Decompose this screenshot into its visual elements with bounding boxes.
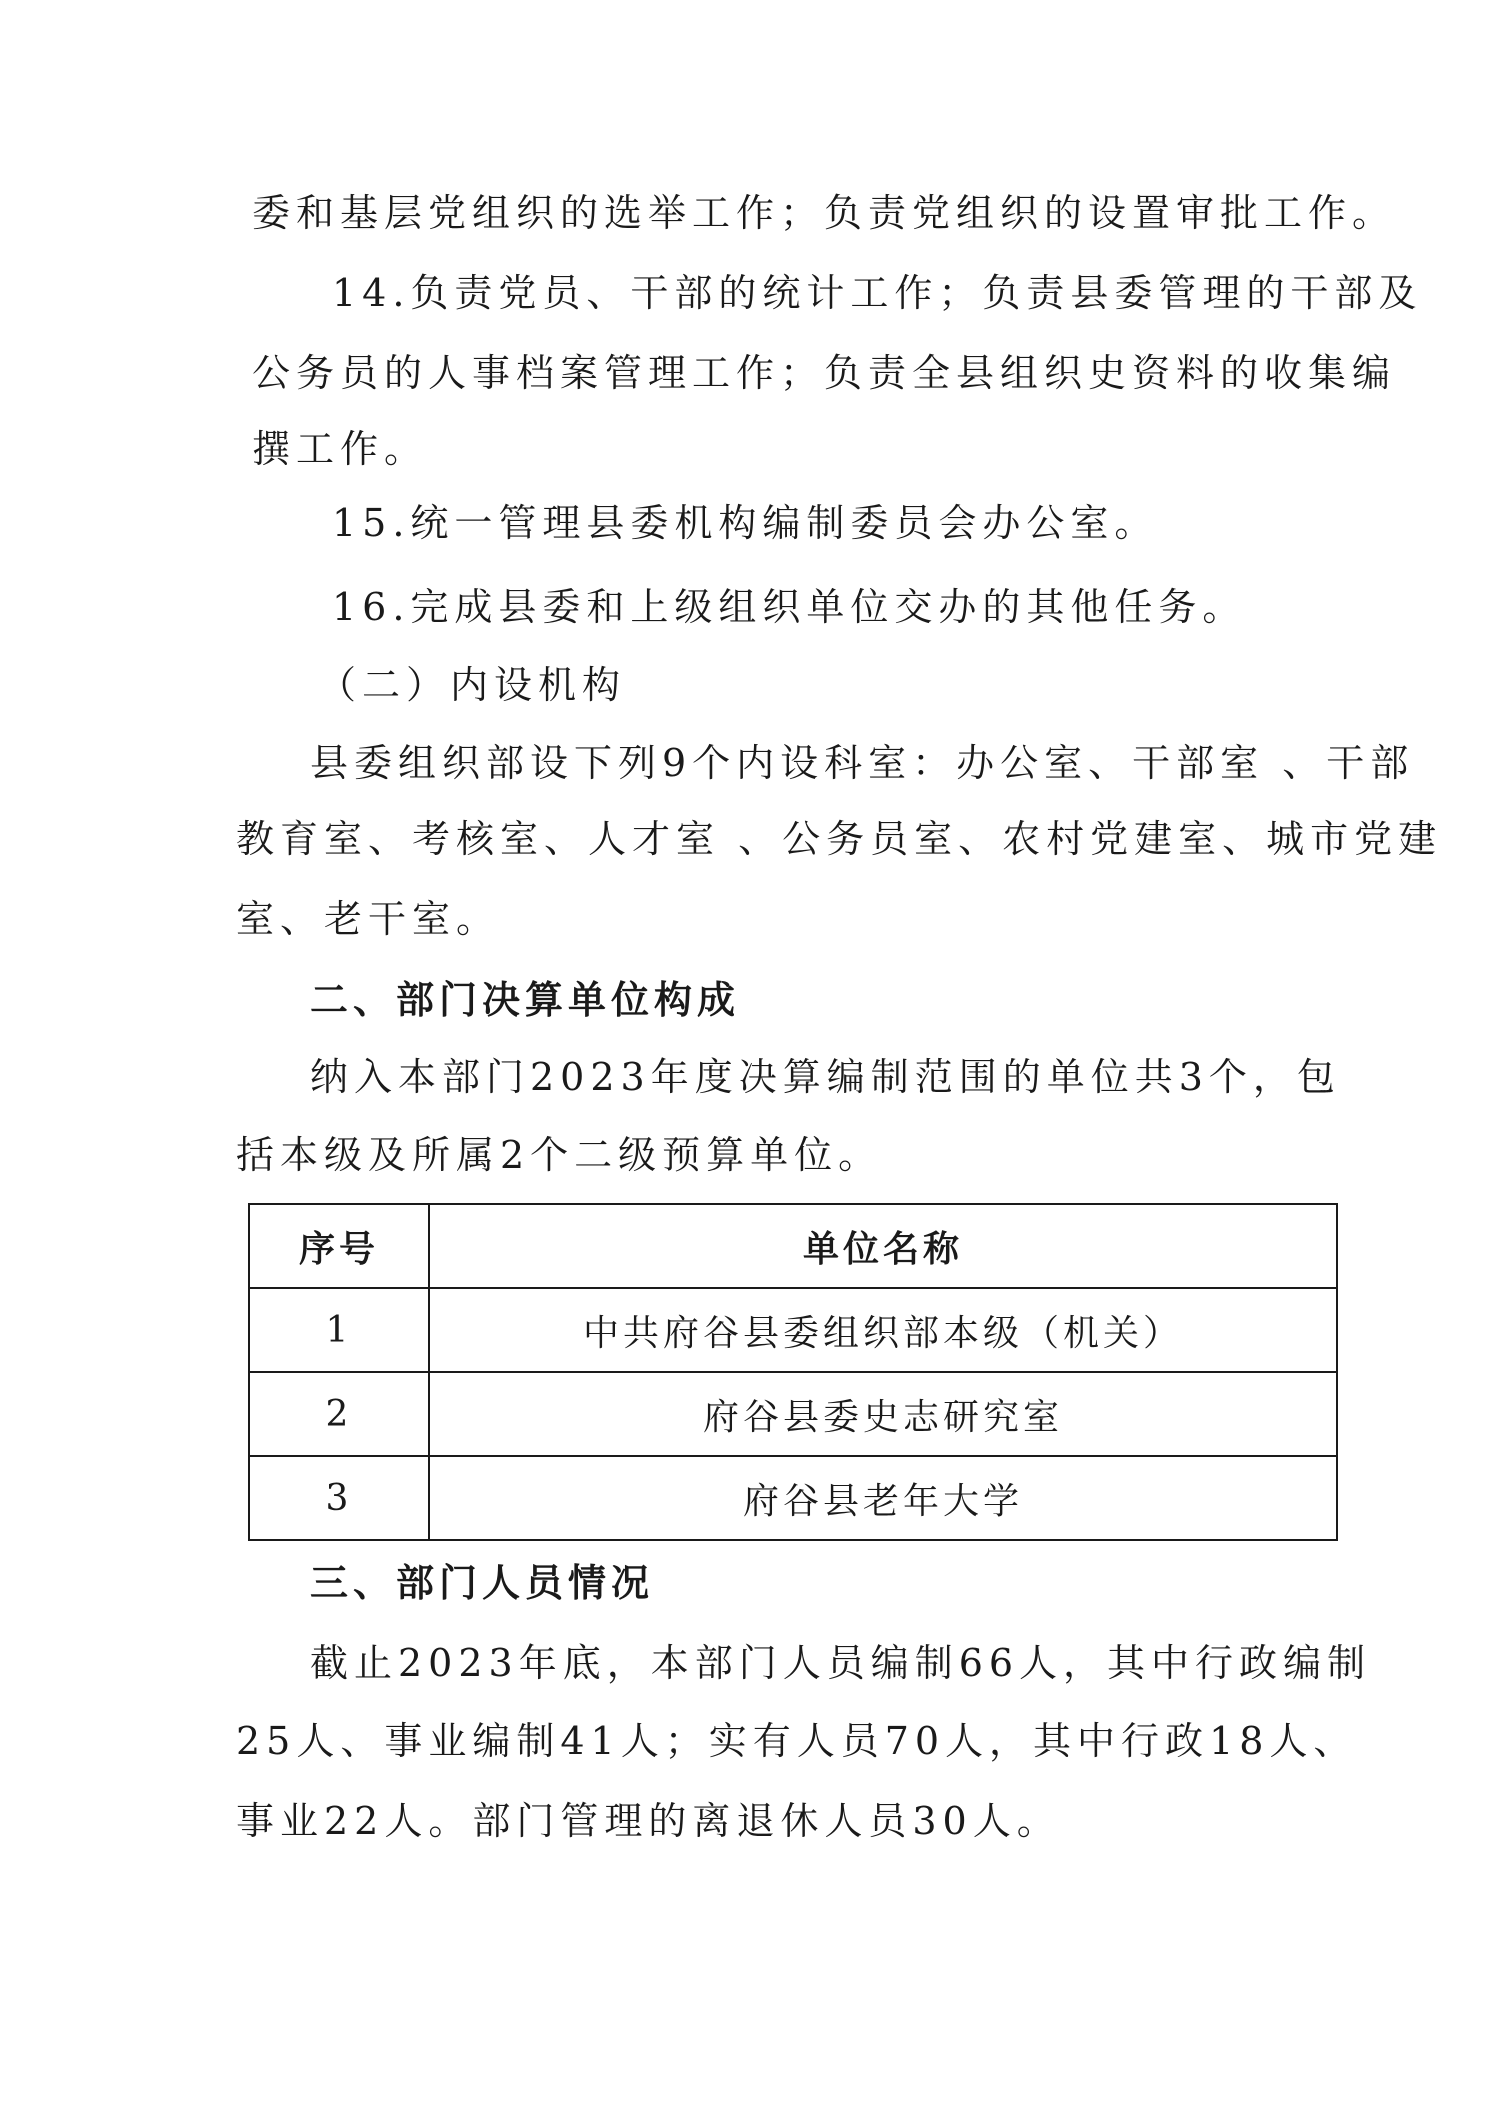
subsection-heading: （二）内设机构	[318, 663, 627, 707]
paragraph-line: 纳入本部门2023年度决算编制范围的单位共3个，包	[310, 1055, 1341, 1099]
section-heading: 三、部门人员情况	[310, 1561, 655, 1605]
paragraph-line: 室、老干室。	[236, 897, 501, 941]
cell-seq: 1	[249, 1288, 429, 1372]
cell-seq: 2	[249, 1372, 429, 1456]
paragraph-line: 教育室、考核室、人才室 、公务员室、农村党建室、城市党建	[236, 817, 1443, 861]
paragraph-line: 括本级及所属2个二级预算单位。	[236, 1133, 883, 1177]
paragraph-line: 撰工作。	[252, 427, 429, 471]
paragraph-line: 事业22人。部门管理的离退休人员30人。	[236, 1799, 1061, 1843]
paragraph-line: 25人、事业编制41人；实有人员70人，其中行政18人、	[236, 1719, 1358, 1763]
table-row	[249, 1456, 1337, 1540]
table-row	[249, 1372, 1337, 1456]
paragraph-line: 委和基层党组织的选举工作；负责党组织的设置审批工作。	[252, 191, 1397, 235]
cell-seq: 3	[249, 1456, 429, 1540]
cell-unit-name: 中共府谷县委组织部本级（机关）	[429, 1288, 1337, 1372]
item-14-line: 14.负责党员、干部的统计工作；负责县委管理的干部及	[332, 271, 1423, 315]
section-heading: 二、部门决算单位构成	[310, 978, 741, 1022]
paragraph-line: 公务员的人事档案管理工作；负责全县组织史资料的收集编	[252, 351, 1397, 395]
table-row	[249, 1288, 1337, 1372]
table-header-row	[249, 1204, 1337, 1288]
item-16-line: 16.完成县委和上级组织单位交办的其他任务。	[332, 585, 1247, 629]
item-15-line: 15.统一管理县委机构编制委员会办公室。	[332, 501, 1159, 545]
paragraph-line: 县委组织部设下列9个内设科室：办公室、干部室 、干部	[310, 741, 1415, 785]
cell-unit-name: 府谷县老年大学	[429, 1456, 1337, 1540]
paragraph-line: 截止2023年底，本部门人员编制66人，其中行政编制	[310, 1641, 1372, 1685]
header-seq: 序号	[249, 1204, 429, 1288]
cell-unit-name: 府谷县委史志研究室	[429, 1372, 1337, 1456]
unit-table	[248, 1203, 1338, 1541]
header-unit-name: 单位名称	[429, 1204, 1337, 1288]
